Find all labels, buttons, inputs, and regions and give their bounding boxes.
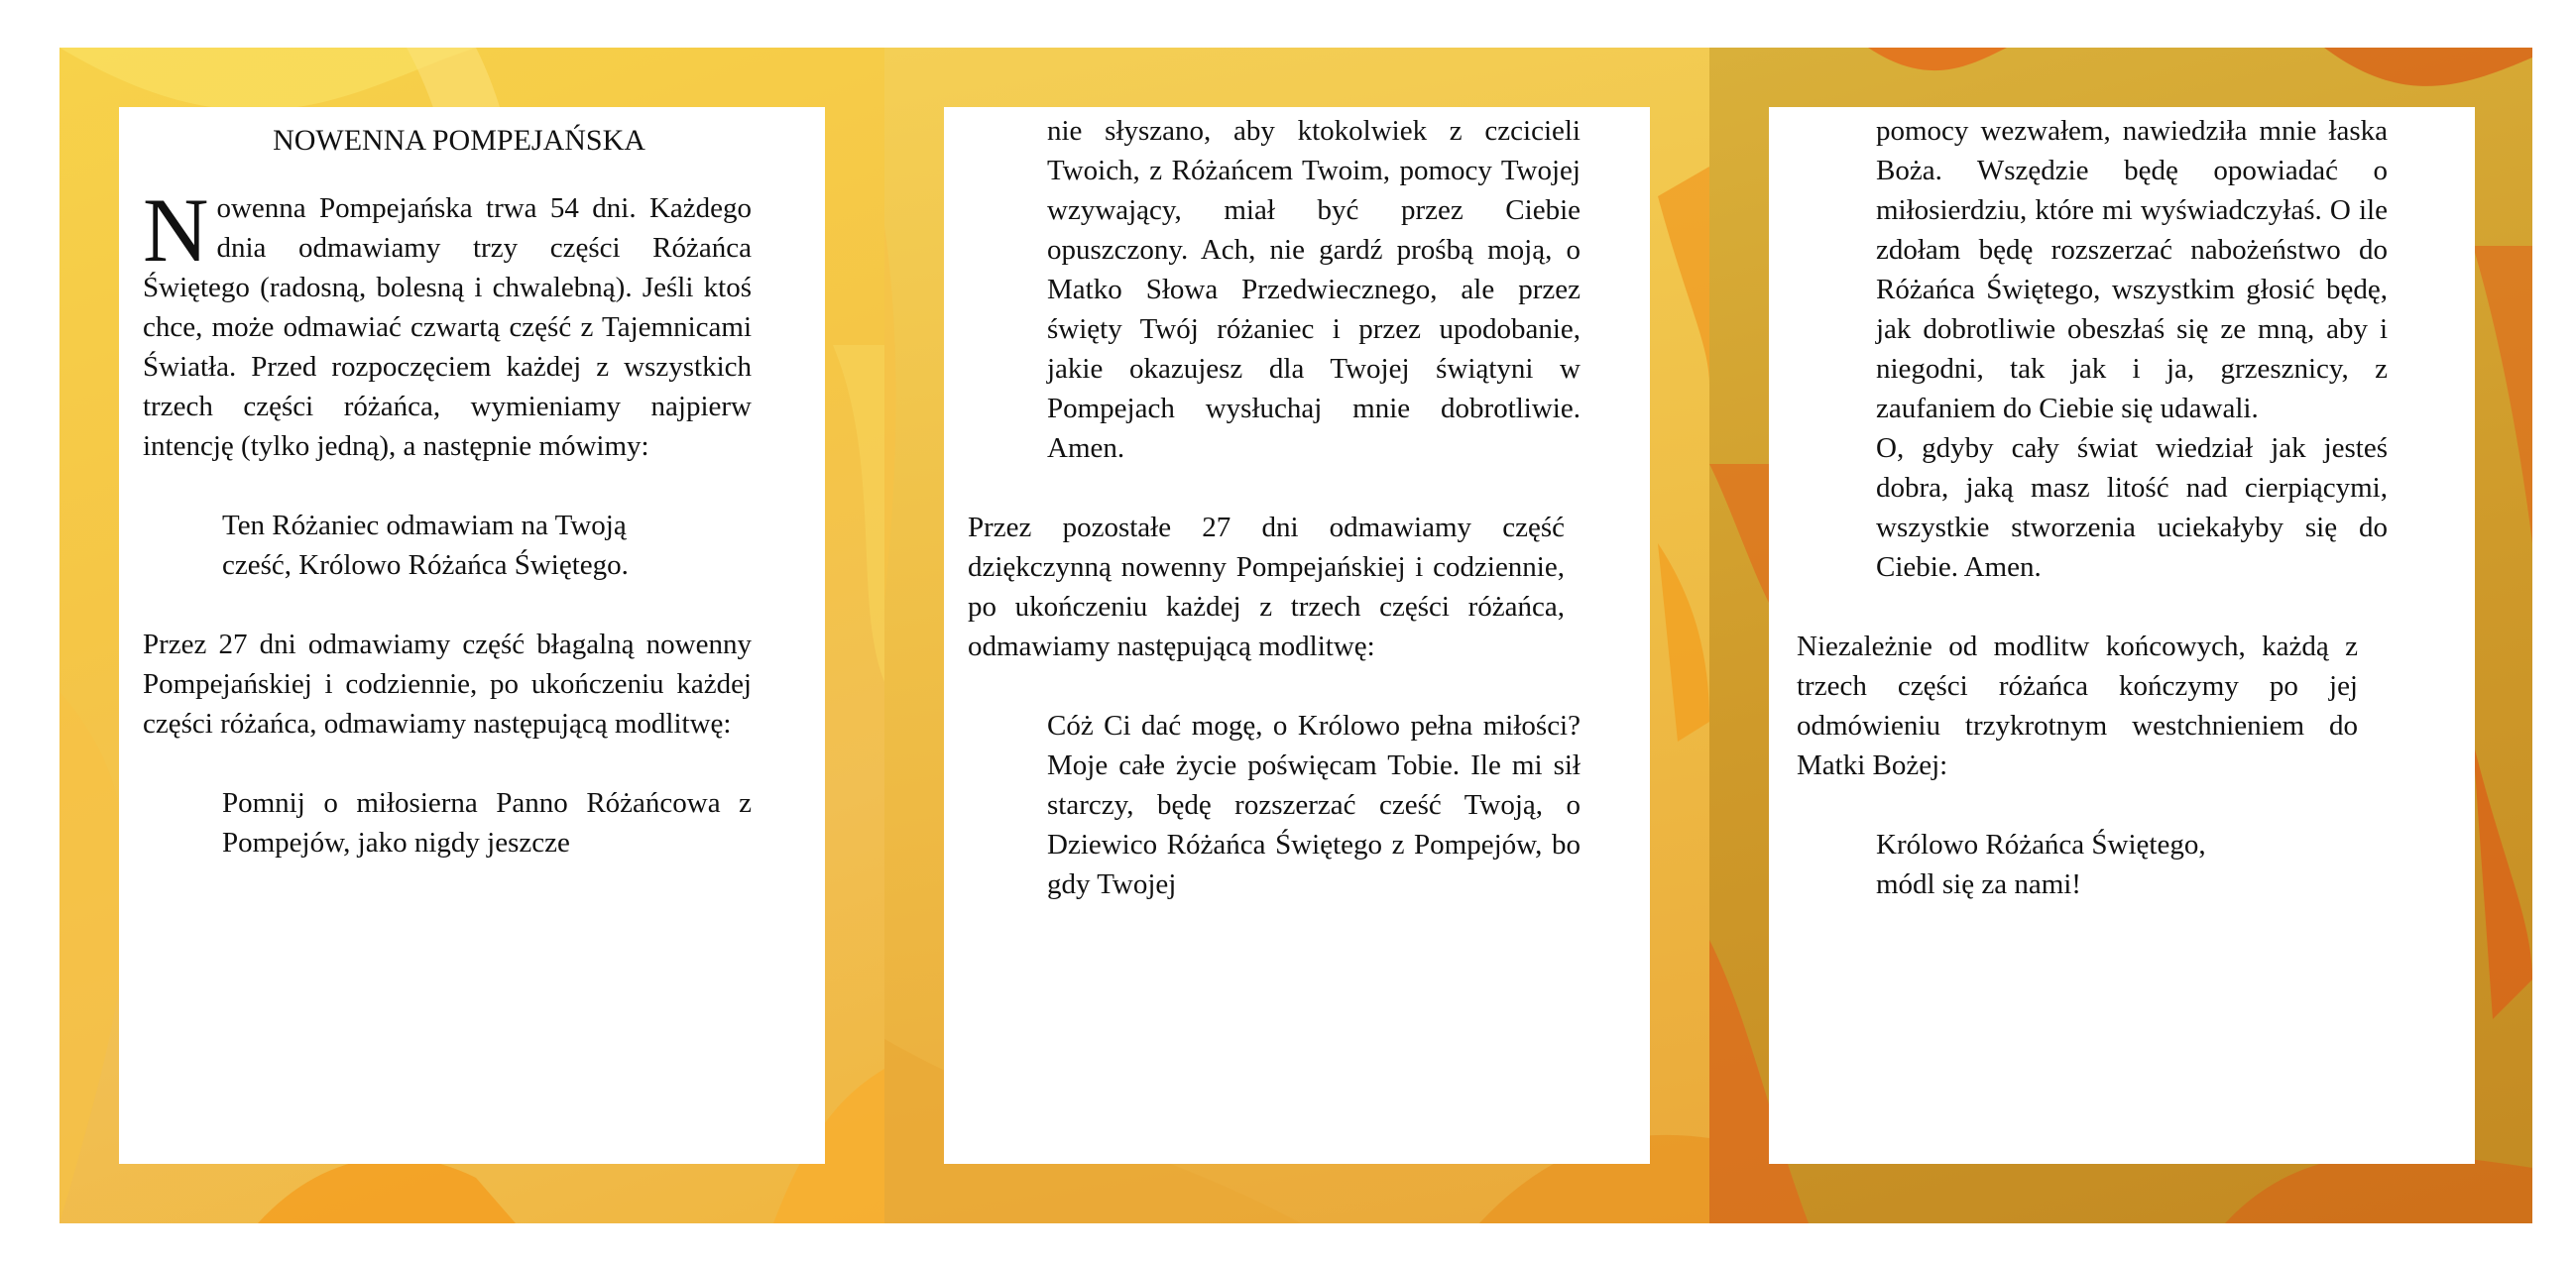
closing-line-2: módl się za nami! [1876, 868, 2081, 900]
petition-prayer-start: Pomnij o miłosierna Panno Różańcowa z Pompejów, jako nigdy jeszcze [222, 787, 752, 859]
thanks-intro: Przez pozostałe 27 dni odmawiamy część dziękczynną nowenny Pompejańskiej i codziennie, po ukończeniu każdej z trzech części różańca, odmawiamy następującą modlitwę: [968, 512, 1565, 662]
thanks-prayer-start: Cóż Ci dać mogę, o Królowo pełna miłości? Moje całe życie poświęcam Tobie. Ile mi sił starczy, będę rozszerzać cześć Twoją, o Dziewico Różańca Świętego z Pompejów, bo gdy Twojej [1047, 710, 1581, 900]
intro-paragraph [143, 179, 753, 466]
intro-line-1: owenna Pompejańska trwa 54 dni. [216, 192, 637, 224]
intention-prayer: Ten Różaniec odmawiam na Twoją cześć, Królowo Różańca Świętego. [222, 510, 629, 581]
closing-intro: Niezależnie od modlitw końcowych, każdą z trzech części różańca kończymy po jej odmówieniu trzykrotnym westchnieniem do Matki Bożej: [1797, 631, 2358, 781]
thanks-prayer-end: O, gdyby cały świat wiedział jak jesteś dobra, jaką masz litość nad cierpiącymi, wszystkie stworzenia uciekałyby się do Ciebie. Amen. [1876, 432, 2388, 583]
petition-intro: Przez 27 dni odmawiamy część błagalną nowenny Pompejańskiej i codziennie, po ukończeniu każdej części różańca, odmawiamy następującą modlitwę: [143, 629, 752, 740]
page-card-1 [119, 107, 825, 1164]
drop-cap: N [143, 179, 209, 281]
thanks-prayer-continued: pomocy wezwałem, nawiedziła mnie łaska Boża. Wszędzie będę opowiadać o miłosierdziu, które mi wyświadczyłaś. O ile zdołam będę rozszerzać nabożeństwo do Różańca Świętego, wszystkim głosić będę, jak dobrotliwie obeszłaś się ze mną, aby i niegodni, tak jak i ja, grzesznicy, z zaufaniem do Ciebie się udawali. [1876, 115, 2388, 424]
page-title: NOWENNA POMPEJAŃSKA [273, 124, 645, 157]
intro-text: Każdego dnia odmawiamy trzy części Różańca Świętego (radosną, bolesną i chwalebną). Jeśli ktoś chce, może odmawiać czwartą część z Tajemnicami Światła. Przed rozpoczęciem każdej z wszystkich trzech części różańca, wymieniamy najpierw intencję (tylko jedną), a następnie mówimy: [143, 192, 753, 462]
petition-prayer-continued: nie słyszano, aby ktokolwiek z czcicieli Twoich, z Różańcem Twoim, pomocy Twojej wzywający, miał być przez Ciebie opuszczony. Ach, nie gardź prośbą moją, o Matko Słowa Przedwiecznego, ale przez święty Twój różaniec i przez upodobanie, jakie okazujesz dla Twojej świątyni w Pompejach wysłuchaj mnie dobrotliwie. Amen. [1047, 115, 1581, 464]
brochure-sheet [59, 48, 2532, 1223]
page-card-3 [1769, 107, 2475, 1164]
closing-line-1: Królowo Różańca Świętego, [1876, 829, 2206, 861]
page-card-2 [944, 107, 1650, 1164]
